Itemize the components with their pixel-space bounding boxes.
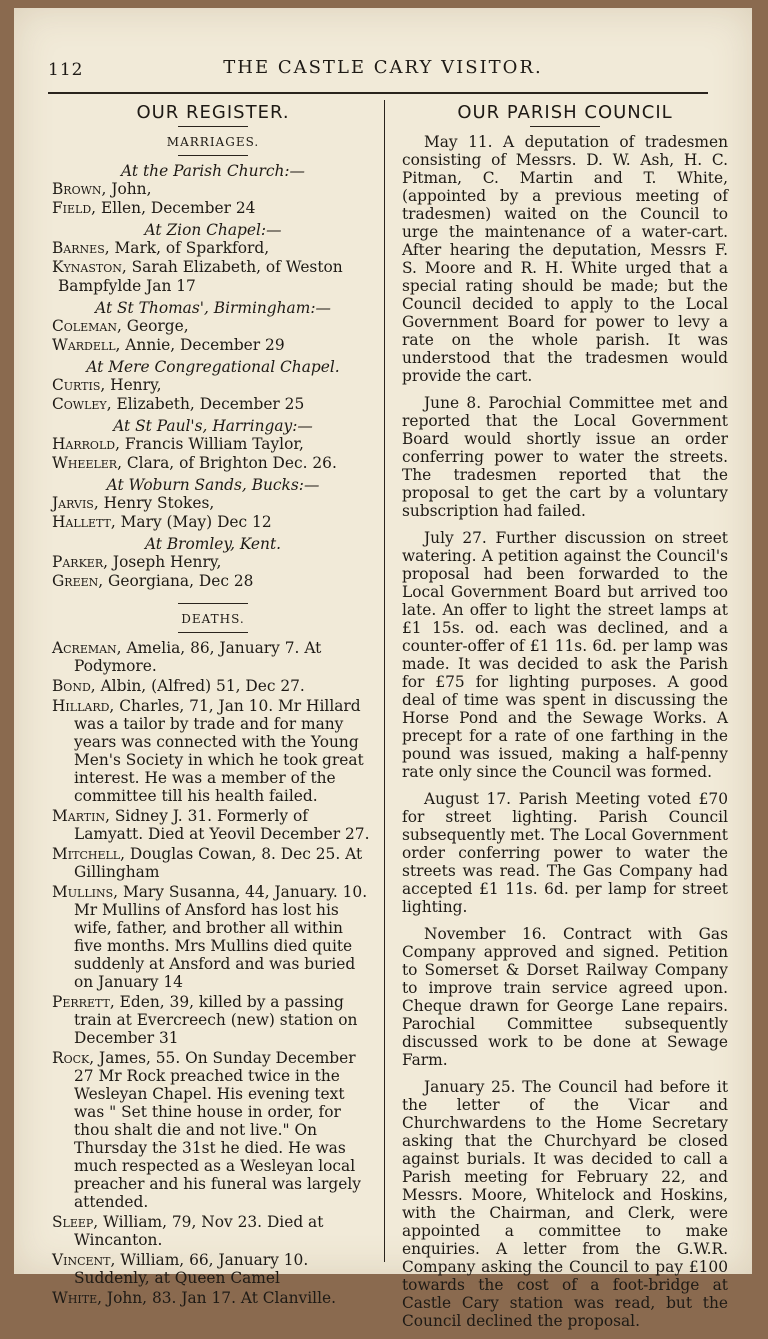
- surname: Acreman,: [52, 639, 122, 657]
- surname: Martin,: [52, 807, 110, 825]
- page-header: [14, 52, 752, 82]
- deaths-list: [52, 639, 374, 1307]
- section-rule: [178, 603, 248, 604]
- surname: Jarvis,: [52, 494, 99, 512]
- header-rule: [48, 92, 708, 94]
- marriage-line: [52, 317, 374, 335]
- surname: Bond,: [52, 677, 96, 695]
- title-rule: [530, 126, 600, 127]
- death-details: James, 55. On Sunday December 27 Mr Rock preached twice in the Wesleyan Chapel. His evening text was " Set thine house in order, for thou shalt die and not live." On Thursday the 31st he died. He was much respected as a Wesleyan local preacher and his funeral was largely attended.: [74, 1049, 361, 1211]
- surname: Vincent,: [52, 1251, 116, 1269]
- marriage-line: [52, 513, 374, 531]
- surname: Rock,: [52, 1049, 95, 1067]
- marriage-line: [52, 258, 374, 276]
- surname: Green,: [52, 572, 104, 590]
- death-details: Mary Susanna, 44, January. 10. Mr Mullins of Ansford has lost his wife, father, and brother all within five months. Mrs Mullins died quite suddenly at Ansford and was buried on January 14: [74, 883, 368, 991]
- surname: Harrold,: [52, 435, 120, 453]
- marriage-line: [52, 395, 374, 413]
- death-entry: [52, 1049, 374, 1211]
- deaths-heading: DEATHS.: [181, 612, 245, 626]
- names: Henry Stokes,: [98, 494, 215, 512]
- marriage-line: [52, 376, 374, 394]
- names: Mary (May) Dec 12: [115, 513, 272, 531]
- marriage-venue: At Bromley, Kent.: [144, 535, 282, 553]
- names: Joseph Henry,: [108, 553, 222, 571]
- marriage-group: [52, 535, 374, 590]
- council-minute: May 11. A deputation of tradesmen consisting of Messrs. D. W. Ash, H. C. Pitman, C. Martin and T. White, (appointed by a previous meeting of tradesmen) waited on the Council to urge the maintenance of a water-cart. After hearing the deputation, Messrs F. S. Moore and R. H. White urged that a special rating should be made; but the Council decided to apply to the Local Government Board for power to levy a rate on the whole parish. It was understood that the tradesmen would provide the cart.: [402, 133, 728, 385]
- title-rule: [178, 126, 248, 127]
- names: Ellen, December 24: [96, 199, 256, 217]
- death-entry: [52, 1251, 374, 1287]
- surname: Sleep,: [52, 1213, 99, 1231]
- marriage-line: [52, 572, 374, 590]
- marriage-line: [52, 239, 374, 257]
- council-minute: June 8. Parochial Committee met and reported that the Local Government Board would shortly issue an order conferring power to water the streets. The tradesmen reported that the proposal to get the cart by a voluntary subscription had failed.: [402, 394, 728, 520]
- names: Clara, of Brighton Dec. 26.: [121, 454, 337, 472]
- surname: Mitchell,: [52, 845, 125, 863]
- names: Mark, of Sparkford,: [109, 239, 270, 257]
- death-entry: [52, 993, 374, 1047]
- page-number: 112: [48, 60, 84, 80]
- names: George,: [121, 317, 189, 335]
- death-entry: [52, 697, 374, 805]
- surname: Brown,: [52, 180, 107, 198]
- marriage-line: [52, 199, 374, 217]
- surname: Hillard,: [52, 697, 115, 715]
- marriage-line: [52, 553, 374, 571]
- death-details: Charles, 71, Jan 10. Mr Hillard was a tailor by trade and for many years was connected with the Young Men's Society in which he took great interest. He was a member of the committee till his health failed.: [74, 697, 364, 805]
- surname: White,: [52, 1289, 103, 1307]
- surname: Wheeler,: [52, 454, 122, 472]
- death-details: William, 79, Nov 23. Died at Wincanton.: [74, 1213, 324, 1249]
- names: Sarah Elizabeth, of Weston: [126, 258, 343, 276]
- surname: Parker,: [52, 553, 109, 571]
- subheading-rule: [178, 632, 248, 633]
- marriage-line: [52, 454, 374, 472]
- marriage-venue: At Woburn Sands, Bucks:—: [106, 476, 320, 494]
- death-details: Douglas Cowan, 8. Dec 25. At Gillingham: [74, 845, 363, 881]
- marriage-line: [52, 180, 374, 198]
- register-column: [52, 100, 374, 1309]
- marriage-group: [52, 221, 374, 295]
- surname: Wardell,: [52, 336, 121, 354]
- council-minute: January 25. The Council had before it the letter of the Vicar and Churchwardens to the Home Secretary asking that the Churchyard be closed against burials. It was decided to call a Parish meeting for February 22, and Messrs. Moore, Whitelock and Hoskins, with the Chairman, and Clerk, were appointed a committee to make enquiries. A letter from the G.W.R. Company asking the Council to pay £100 towards the cost of a foot-bridge at Castle Cary station was read, but the Council declined the proposal.: [402, 1078, 728, 1330]
- marriage-line-continued: Bampfylde Jan 17: [58, 277, 196, 295]
- marriage-group: [52, 162, 374, 217]
- names: Annie, December 29: [120, 336, 285, 354]
- page: [14, 8, 752, 1330]
- marriage-venue: At Zion Chapel:—: [144, 221, 282, 239]
- death-details: William, 66, January 10. Suddenly, at Queen Camel: [74, 1251, 309, 1287]
- death-entry: [52, 639, 374, 675]
- surname: Field,: [52, 199, 97, 217]
- death-entry: [52, 883, 374, 991]
- marriage-line: [52, 435, 374, 453]
- column-divider: [384, 100, 385, 1262]
- parish-council-title: OUR PARISH COUNCIL: [457, 102, 673, 123]
- surname: Kynaston,: [52, 258, 127, 276]
- surname: Perrett,: [52, 993, 115, 1011]
- marriage-group: [52, 417, 374, 472]
- death-entry: [52, 807, 374, 843]
- names: Francis William Taylor,: [119, 435, 304, 453]
- names: Henry,: [105, 376, 162, 394]
- surname: Barnes,: [52, 239, 110, 257]
- marriage-venue: At St Paul's, Harringay:—: [113, 417, 313, 435]
- death-details: Amelia, 86, January 7. At Podymore.: [74, 639, 322, 675]
- death-entry: [52, 845, 374, 881]
- surname: Curtis,: [52, 376, 106, 394]
- surname: Hallett,: [52, 513, 116, 531]
- council-minute: July 27. Further discussion on street watering. A petition against the Council's proposal had been forwarded to the Local Government Board but arrived too late. An offer to light the street lamps at £1 15s. od. each was declined, and a counter-offer of £1 11s. 6d. per lamp was made. It was decided to ask the Parish for £75 for lighting purposes. A good deal of time was spent in discussing the Horse Pond and the Sewage Works. A precept for a rate of one farthing in the pound was issued, making a half-penny rate only since the Council was formed.: [402, 529, 728, 781]
- death-details: John, 83. Jan 17. At Clanville.: [102, 1289, 337, 1307]
- marriage-venue: At the Parish Church:—: [121, 162, 305, 180]
- marriage-line: [52, 336, 374, 354]
- register-title: OUR REGISTER.: [136, 102, 290, 123]
- marriage-group: [52, 299, 374, 354]
- marriage-group: [52, 358, 374, 413]
- council-minute: August 17. Parish Meeting voted £70 for street lighting. Parish Council subsequently met. The Local Government order conferring power to water the streets was read. The Gas Company had accepted £1 11s. 6d. per lamp for street lighting.: [402, 790, 728, 916]
- surname: Cowley,: [52, 395, 112, 413]
- marriage-line: [52, 494, 374, 512]
- death-entry: [52, 1289, 374, 1307]
- subheading-rule: [178, 155, 248, 156]
- surname: Coleman,: [52, 317, 122, 335]
- running-title: THE CASTLE CARY VISITOR.: [223, 57, 543, 78]
- surname: Mullins,: [52, 883, 119, 901]
- marriage-venue: At St Thomas', Birmingham:—: [95, 299, 331, 317]
- names: Georgiana, Dec 28: [103, 572, 254, 590]
- parish-council-column: [402, 100, 728, 1339]
- death-details: Albin, (Alfred) 51, Dec 27.: [95, 677, 305, 695]
- names: John,: [106, 180, 152, 198]
- marriage-group: [52, 476, 374, 531]
- names: Elizabeth, December 25: [111, 395, 305, 413]
- death-details: Eden, 39, killed by a passing train at Evercreech (new) station on December 31: [74, 993, 358, 1047]
- death-details: Sidney J. 31. Formerly of Lamyatt. Died at Yeovil December 27.: [74, 807, 370, 843]
- death-entry: [52, 677, 374, 695]
- marriages-heading: MARRIAGES.: [166, 135, 260, 149]
- marriage-venue: At Mere Congregational Chapel.: [86, 358, 340, 376]
- council-minute: November 16. Contract with Gas Company approved and signed. Petition to Somerset & Dorset Railway Company to improve train service agreed upon. Cheque drawn for George Lane repairs. Parochial Committee subsequently discussed work to be done at Sewage Farm.: [402, 925, 728, 1069]
- death-entry: [52, 1213, 374, 1249]
